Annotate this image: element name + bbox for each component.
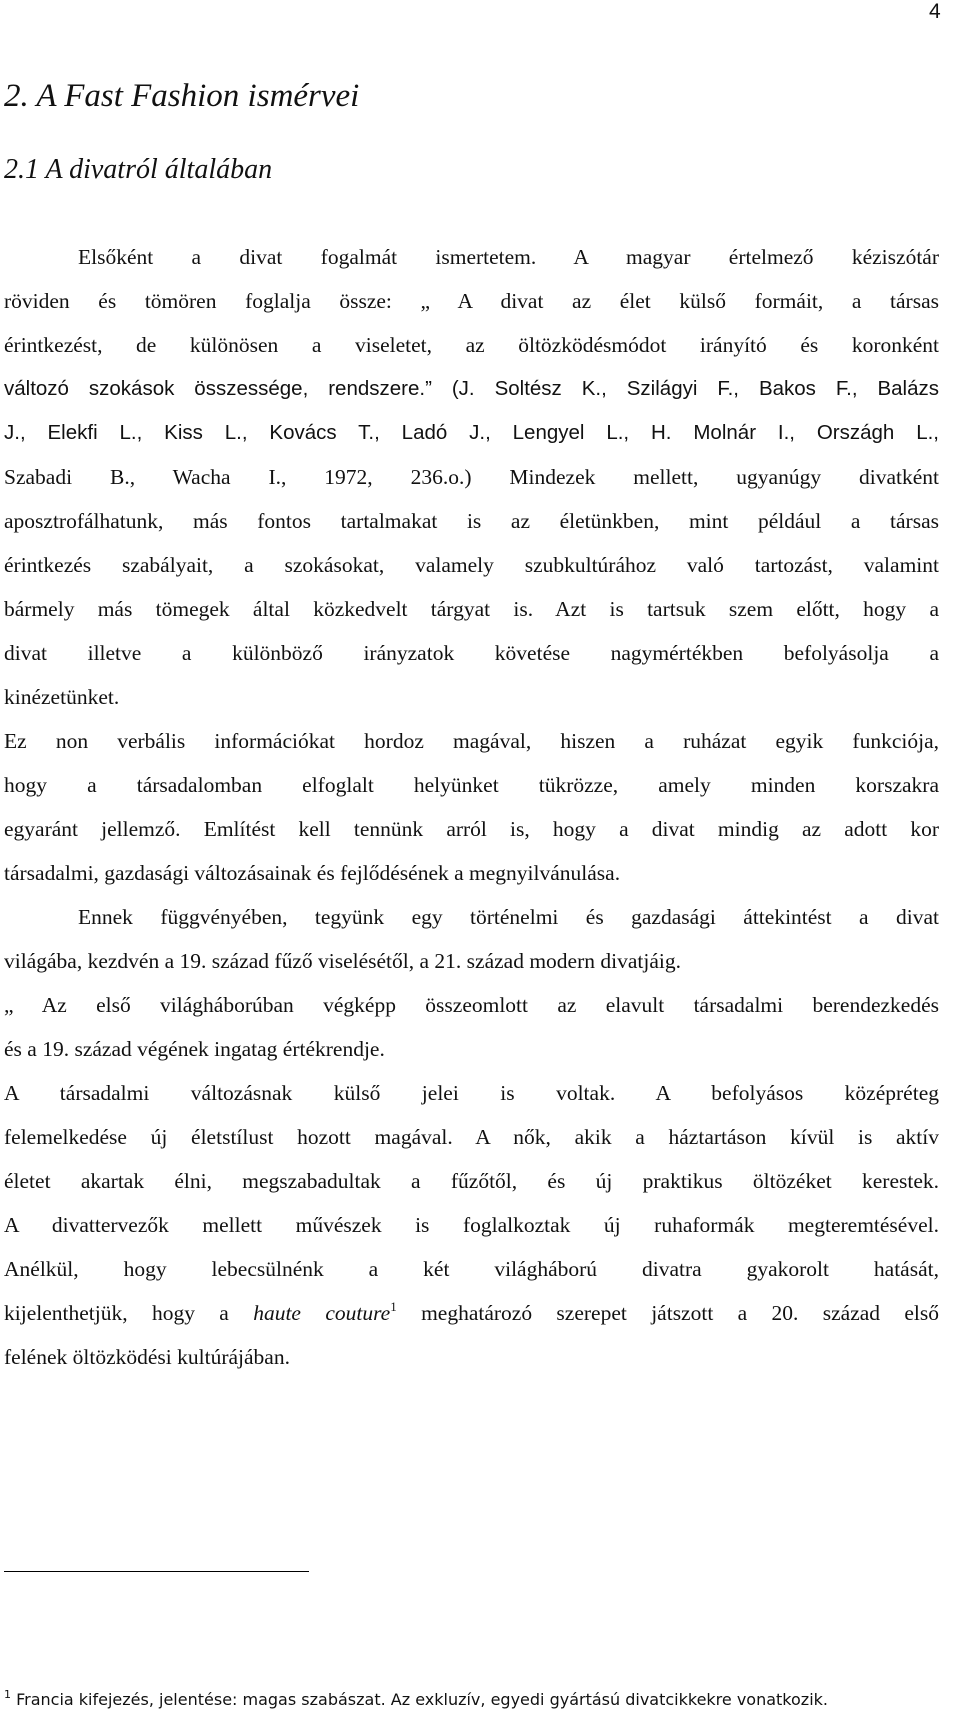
body-line: aposztrofálhatunk, más fontos tartalmakat is az életünkben, mint például a társas <box>4 509 939 533</box>
body-line: érintkezés szabályait, a szokásokat, valamely szubkultúrához való tartozást, valamint <box>4 553 939 577</box>
body-text: meghatározó szerepet játszott a 20. század első <box>421 1301 940 1325</box>
body-line <box>4 1298 939 1328</box>
body-line: divat illetve a különböző irányzatok követése nagymértékben befolyásolja a <box>4 641 939 665</box>
body-line: hogy a társadalomban elfoglalt helyünket tükrözze, amely minden korszakra <box>4 773 939 797</box>
body-line: röviden és tömören foglalja össze: „ A divat az élet külső formáit, a társas <box>4 289 939 313</box>
body-line: Anélkül, hogy lebecsülnénk a két világháború divatra gyakorolt hatását, <box>4 1257 939 1281</box>
quote-line: „ Az első világháborúban végképp összeomlott az elavult társadalmi berendezkedés <box>4 993 939 1017</box>
body-line: érintkezést, de különösen a viseletet, az öltözködésmódot irányító és koronként <box>4 333 939 357</box>
footnote-ref: 1 <box>390 1299 397 1314</box>
quote-line: és a 19. század végének ingatag értékrendje. <box>4 1037 385 1061</box>
body-line: felének öltözködési kultúrájában. <box>4 1345 290 1369</box>
body-line: felemelkedése új életstílust hozott magával. A nők, akik a háztartáson kívül is aktív <box>4 1125 939 1149</box>
chapter-heading: 2. A Fast Fashion ismérvei <box>4 78 360 114</box>
italic-term: haute couture <box>253 1301 391 1325</box>
body-line: társadalmi, gazdasági változásainak és fejlődésének a megnyilvánulása. <box>4 861 621 885</box>
body-line: Ennek függvényében, tegyünk egy történelmi és gazdasági áttekintést a divat <box>78 905 939 929</box>
body-line: életet akartak élni, megszabadultak a fűzőtől, és új praktikus öltözéket kerestek. <box>4 1169 939 1193</box>
body-line: A társadalmi változásnak külső jelei is voltak. A befolyásos középréteg <box>4 1081 939 1105</box>
footnote-marker: 1 <box>4 1688 11 1701</box>
body-line: Ez non verbális információkat hordoz magával, hiszen a ruházat egyik funkciója, <box>4 729 939 753</box>
body-line: Elsőként a divat fogalmát ismertetem. A magyar értelmező kéziszótár <box>78 245 939 269</box>
body-line: változó szokások összessége, rendszere.” (J. Soltész K., Szilágyi F., Bakos F., Balázs <box>4 377 939 400</box>
footnote-separator <box>4 1571 309 1572</box>
footnote <box>4 1690 939 1709</box>
page-number: 4 <box>929 0 941 23</box>
body-text: kijelenthetjük, hogy a <box>4 1301 229 1325</box>
body-line: világába, kezdvén a 19. század fűző viselésétől, a 21. század modern divatjáig. <box>4 949 681 973</box>
section-heading: 2.1 A divatról általában <box>4 154 273 185</box>
body-line: kinézetünket. <box>4 685 120 709</box>
body-line: egyaránt jellemző. Említést kell tennünk arról is, hogy a divat mindig az adott kor <box>4 817 939 841</box>
body-line: bármely más tömegek által közkedvelt tárgyat is. Azt is tartsuk szem előtt, hogy a <box>4 597 939 621</box>
body-line: J., Elekfi L., Kiss L., Kovács T., Ladó J., Lengyel L., H. Molnár I., Országh L., <box>4 421 939 444</box>
body-line: Szabadi B., Wacha I., 1972, 236.o.) Mindezek mellett, ugyanúgy divatként <box>4 465 939 489</box>
body-line: A divattervezők mellett művészek is foglalkoztak új ruhaformák megteremtésével. <box>4 1213 939 1237</box>
footnote-text: Francia kifejezés, jelentése: magas szabászat. Az exkluzív, egyedi gyártású divatcikkekre vonatkozik. <box>16 1690 828 1709</box>
